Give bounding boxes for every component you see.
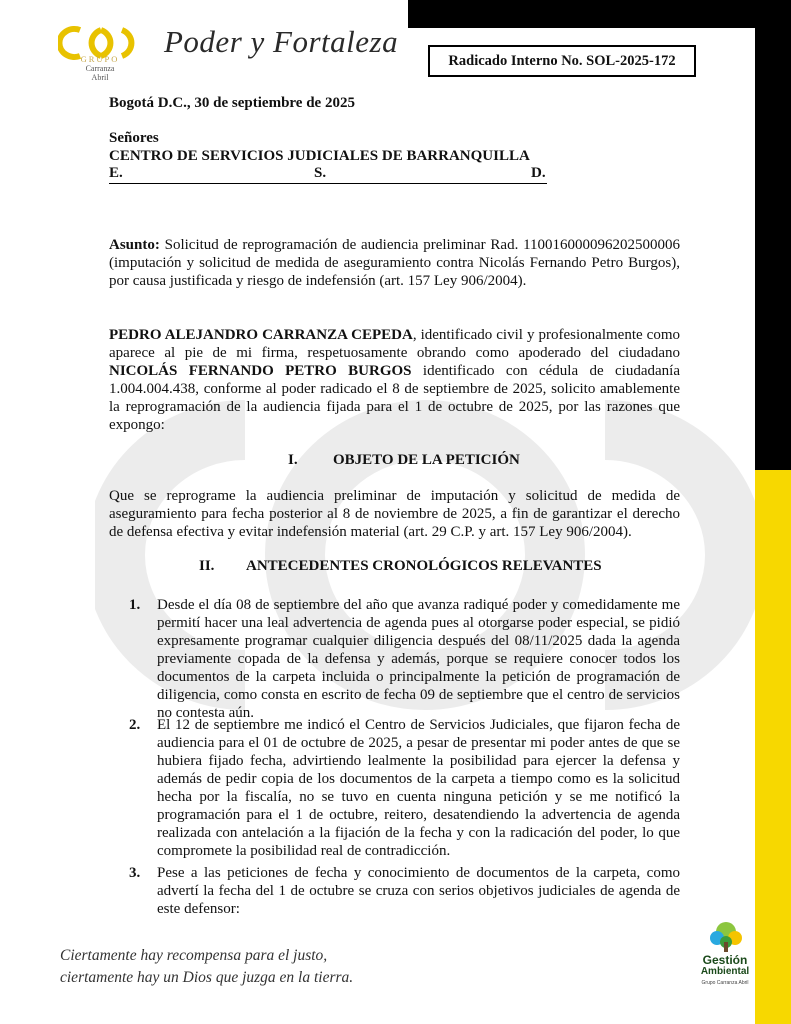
list-item-text: El 12 de septiembre me indicó el Centro de Servicios Judiciales, que fijaron fecha de audiencia para el 01 de octubre de 2025, a pesar de presentar mi poder antes de que se hubiera fijado fecha, advirtiendo lealmente la posibilidad para ejercer la defensa y además de pedir copia de los documentos de la carpeta a tiempo como es la solicitud hecha por la fiscalía, no se tuvo en cuenta ninguna petición y se me notificó la programación para el 1 de octubre, reitero, desatendiendo la advertencia de agenda realizada con antelación a la fijación de la fecha y con la radicación del poder, lo que compromete la posibilidad real de contradicción. — [157, 717, 680, 859]
section-1-text: Que se reprograme la audiencia preliminar de imputación y solicitud de medida de aseguramiento para fecha posterior al 8 de noviembre de 2025, a fin de garantizar el derecho de defensa efectiva y evitar indefensión material (art. 29 C.P. y art. 157 Ley 906/2004). — [109, 488, 680, 540]
recipient-name: CENTRO DE SERVICIOS JUDICIALES DE BARRANQUILLA — [109, 148, 530, 164]
logo-subtitle-1: Carranza — [85, 64, 115, 73]
client-name: NICOLÁS FERNANDO PETRO BURGOS — [109, 363, 412, 379]
section-2-numeral: II. — [199, 558, 215, 574]
salutation: Señores — [109, 130, 159, 146]
list-item — [129, 596, 680, 722]
list-item-text: Pese a las peticiones de fecha y conocimiento de documentos de la carpeta, como advertí la fecha del 1 de octubre se cruza con serios objetivos judiciales de agenda de este defensor: — [157, 865, 680, 917]
list-item-number: 1. — [129, 597, 141, 613]
esd-e: E. — [109, 165, 123, 181]
slogan: Poder y Fortaleza — [164, 24, 399, 59]
logo-word: GRUPO — [80, 54, 120, 64]
list-item-number: 3. — [129, 865, 141, 881]
footer-quote-line-2: ciertamente hay un Dios que juzga en la tierra. — [60, 969, 354, 986]
section-1-title: OBJETO DE LA PETICIÓN — [333, 452, 520, 468]
footer-quote-line-1: Ciertamente hay recompensa para el justo, — [60, 947, 328, 964]
intro-text-1: , identificado civil y profesionalmente como aparece al pie de mi firma, respetuosamente obrando como apoderado del ciudadano — [109, 327, 680, 361]
list-item — [129, 716, 680, 860]
esd-s: S. — [314, 165, 327, 181]
ga-logo-text-2: Ambiental — [700, 966, 750, 977]
ga-logo-text-1: Gestión — [702, 953, 748, 967]
right-black-band — [755, 0, 791, 470]
right-yellow-band — [755, 470, 791, 1024]
esd-d: D. — [531, 165, 546, 181]
intro-text-2: identificado con cédula de ciudadanía 1.004.004.438, conforme al poder radicado el 8 de septiembre de 2025, solicito amablemente la reprogramación de la audiencia fijada para el 1 de octubre de 2025, por las razones que expongo: — [109, 363, 680, 433]
list-item-number: 2. — [129, 717, 141, 733]
esd-line — [109, 165, 547, 184]
list-item-text: Desde el día 08 de septiembre del año que avanza radiqué poder y comedidamente me permití hacer una leal advertencia de agenda pues al otorgarse poder especial, se pidió expresamente programar cualquier diligencia después del 08/11/2025 dada la agenda previamente copada de la defensa y además, porque se requiere conocer todos los documentos de la carpeta incluida o principalmente la petición de programación de diligencia, como consta en escrito de fecha 09 de septiembre que el centro de servicios no contesta aún. — [157, 597, 680, 721]
subject-text: Solicitud de reprogramación de audiencia preliminar Rad. 110016000096202500006 (imputación y solicitud de medida de aseguramiento contra Nicolás Fernando Petro Burgos), por causa justificada y riesgo de indefensión (art. 157 Ley 906/2004). — [109, 237, 681, 289]
radicado-box: Radicado Interno No. SOL-2025-172 — [428, 45, 696, 77]
section-1-numeral: I. — [288, 452, 298, 468]
section-2-title: ANTECEDENTES CRONOLÓGICOS RELEVANTES — [246, 558, 602, 574]
logo-subtitle-2: Abril — [91, 73, 109, 82]
attorney-name: PEDRO ALEJANDRO CARRANZA CEPEDA — [109, 327, 413, 343]
date-line: Bogotá D.C., 30 de septiembre de 2025 — [109, 95, 355, 111]
subject-paragraph — [109, 236, 680, 290]
subject-label: Asunto: — [109, 237, 160, 253]
top-black-band — [408, 0, 791, 28]
ga-logo-text-3: Grupo Carranza Abril — [701, 980, 749, 986]
intro-paragraph — [109, 326, 680, 434]
list-item — [129, 864, 680, 918]
